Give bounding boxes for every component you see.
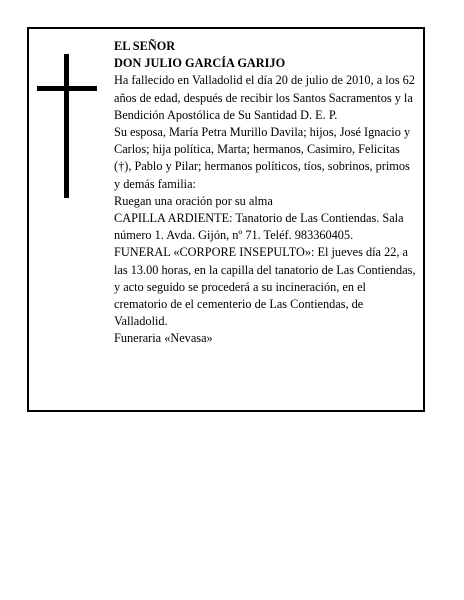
capilla-ardiente: CAPILLA ARDIENTE: Tanatorio de Las Contiendas. Sala número 1. Avda. Gijón, nº 71. Teléf. 983360405. (114, 211, 404, 243)
death-announcement: Ha fallecido en Valladolid el día 20 de julio de 2010, a los 62 años de edad, después de recibir los Santos Sacramentos y la Bendición Apostólica de Su Santidad D. E. P. (114, 73, 415, 122)
deceased-name: DON JULIO GARCÍA GARIJO (114, 56, 286, 71)
family-list: Su esposa, María Petra Murillo Davila; hijos, José Ignacio y Carlos; hija política, Marta; hermanos, Casimiro, Felicitas (†), Pablo y Pilar; hermanos políticos, tíos, sobrinos, primos y demás familia: (114, 125, 411, 191)
notice-text (114, 38, 416, 348)
heading-title: EL SEÑOR (114, 39, 176, 53)
funeral-details: FUNERAL «CORPORE INSEPULTO»: El jueves día 22, a las 13.00 horas, en la capilla del tanatorio de Las Contiendas, y acto seguido se procederá a su incineración, en el crematorio de el cementerio de Las Contiendas, de Valladolid. (114, 245, 416, 329)
funeral-home: Funeraria «Nevasa» (114, 331, 213, 346)
cross-horizontal-bar (37, 86, 97, 91)
prayer-request: Ruegan una oración por su alma (114, 193, 273, 208)
latin-cross-icon (37, 54, 97, 198)
cross-vertical-bar (64, 54, 69, 198)
